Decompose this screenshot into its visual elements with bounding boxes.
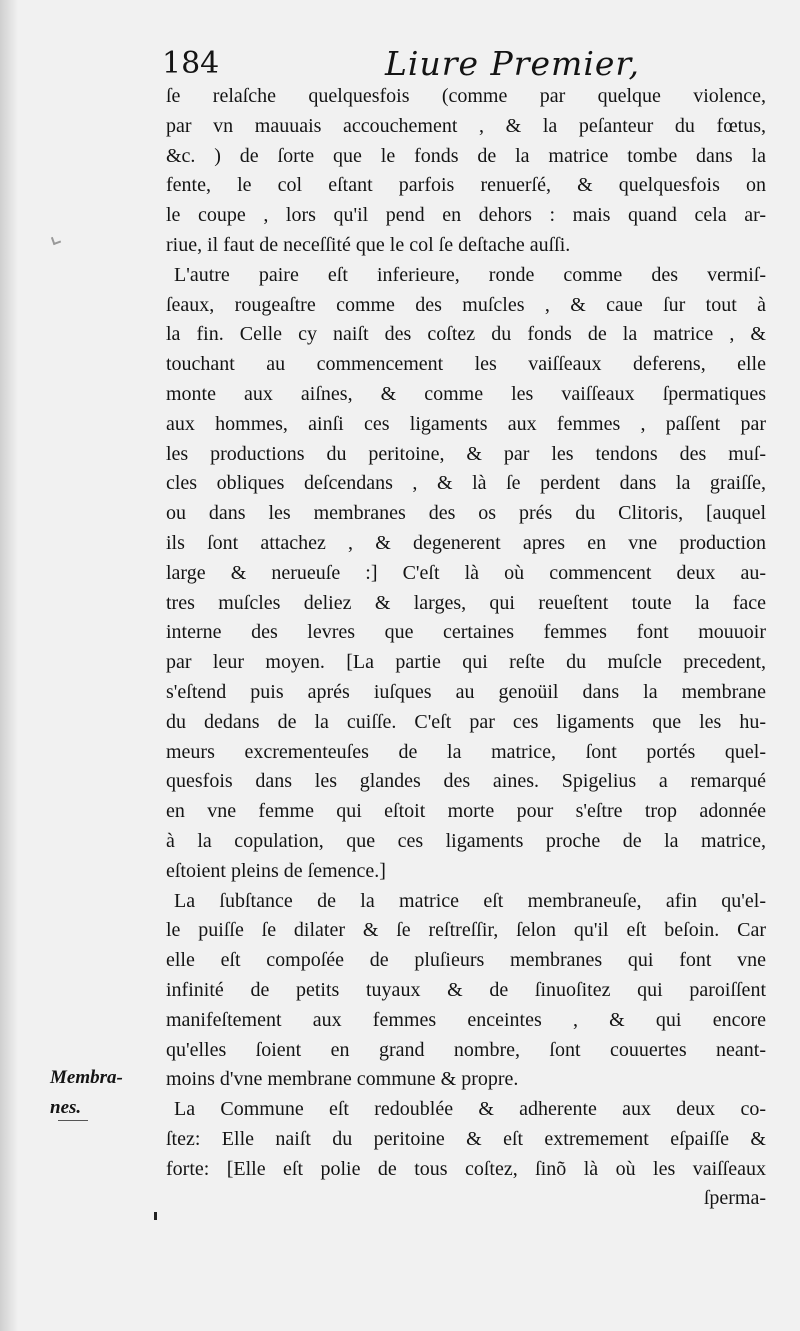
text-line: par vn mauuais accouchement , & la peſanteur du fœtus, [166,114,766,137]
text-line: interne des levres que certaines femmes font mouuoir [166,621,766,644]
text-line: aux hommes, ainſi ces ligaments aux femmes , paſſent par [166,412,766,435]
text-line: du dedans de la cuiſſe. C'eſt par ces ligaments que les hu- [166,710,766,733]
text-line: tres muſcles deliez & larges, qui reueſtent toute la face [166,591,766,614]
text-line: &c. ) de ſorte que le fonds de la matrice tombe dans la [166,144,766,167]
text-line: La ſubſtance de la matrice eſt membraneuſe, afin qu'el- [174,889,766,912]
text-line: elle eſt compoſée de pluſieurs membranes qui font vne [166,949,766,972]
text-line: le coupe , lors qu'il pend en dehors : mais quand cela ar- [166,204,766,227]
text-line: monte aux aiſnes, & comme les vaiſſeaux ſpermatiques [166,382,766,405]
text-line: ſe relaſche quelquesfois (comme par quelque violence, [166,85,766,107]
text-line: large & nerueuſe :] C'eſt là où commencent deux au- [166,561,766,584]
page-gutter-shadow [0,0,18,1331]
text-line: manifeſtement aux femmes enceintes , & qui encore [166,1008,766,1031]
text-line: la fin. Celle cy naiſt des coſtez du fonds de la matrice , & [166,323,766,346]
text-line: le puiſſe ſe dilater & ſe reſtreſſir, ſelon qu'il eſt beſoin. Car [166,919,766,942]
text-line: s'eſtend puis aprés iuſques au genoüil dans la membrane [166,680,766,703]
text-line: quesfois dans les glandes des aines. Spigelius a remarqué [166,770,766,793]
text-line: qu'elles ſoient en grand nombre, ſont couuertes neant- [166,1038,766,1061]
text-line: en vne femme qui eſtoit morte pour s'eſtre trop adonnée [166,800,766,823]
text-line: à la copulation, que ces ligaments proche de la matrice, [166,829,766,852]
text-line: cles obliques deſcendans , & là ſe perdent dans la graiſſe, [166,472,766,495]
ink-mark [51,235,61,245]
text-line: meurs excrementeuſes de la matrice, ſont portés quel- [166,740,766,763]
text-line: fente, le col eſtant parfois renuerſé, & quelquesfois on [166,174,766,197]
text-line: La Commune eſt redoublée & adherente aux deux co- [174,1098,766,1121]
text-line: ſeaux, rougeaſtre comme des muſcles , & caue ſur tout à [166,293,766,316]
text-line: L'autre paire eſt inferieure, ronde comme des vermiſ- [174,263,766,286]
text-line: eſtoient pleins de ſemence.] [166,859,386,882]
body-text [166,82,766,1214]
text-line: par leur moyen. [La partie qui reſte du muſcle precedent, [166,651,766,674]
running-title: Liure Premier, [385,44,641,83]
ink-mark [154,1212,157,1220]
text-line: ils ſont attachez , & degenerent apres en vne production [166,531,766,554]
text-line: touchant au commencement les vaiſſeaux deferens, elle [166,353,766,376]
catchword: ſperma- [703,1187,766,1210]
text-line: moins d'vne membrane commune & propre. [166,1068,519,1091]
page-number: 184 [162,46,220,81]
margin-note [50,1063,150,1123]
text-line: forte: [Elle eſt polie de tous coſtez, ſinõ là où les vaiſſeaux [166,1157,766,1180]
text-line: les productions du peritoine, & par les tendons des muſ- [166,442,766,465]
margin-note-line: nes. [50,1097,82,1118]
margin-note-line: Membra- [50,1067,123,1088]
text-line: ou dans les membranes des os prés du Clitoris, [auquel [166,502,766,525]
text-line: infinité de petits tuyaux & de ſinuoſitez qui paroiſſent [166,978,766,1001]
margin-note-rule [58,1120,88,1121]
text-line: ſtez: Elle naiſt du peritoine & eſt extremement eſpaiſſe & [166,1127,766,1150]
text-line: riue, il faut de neceſſité que le col ſe deſtache auſſi. [166,233,571,256]
